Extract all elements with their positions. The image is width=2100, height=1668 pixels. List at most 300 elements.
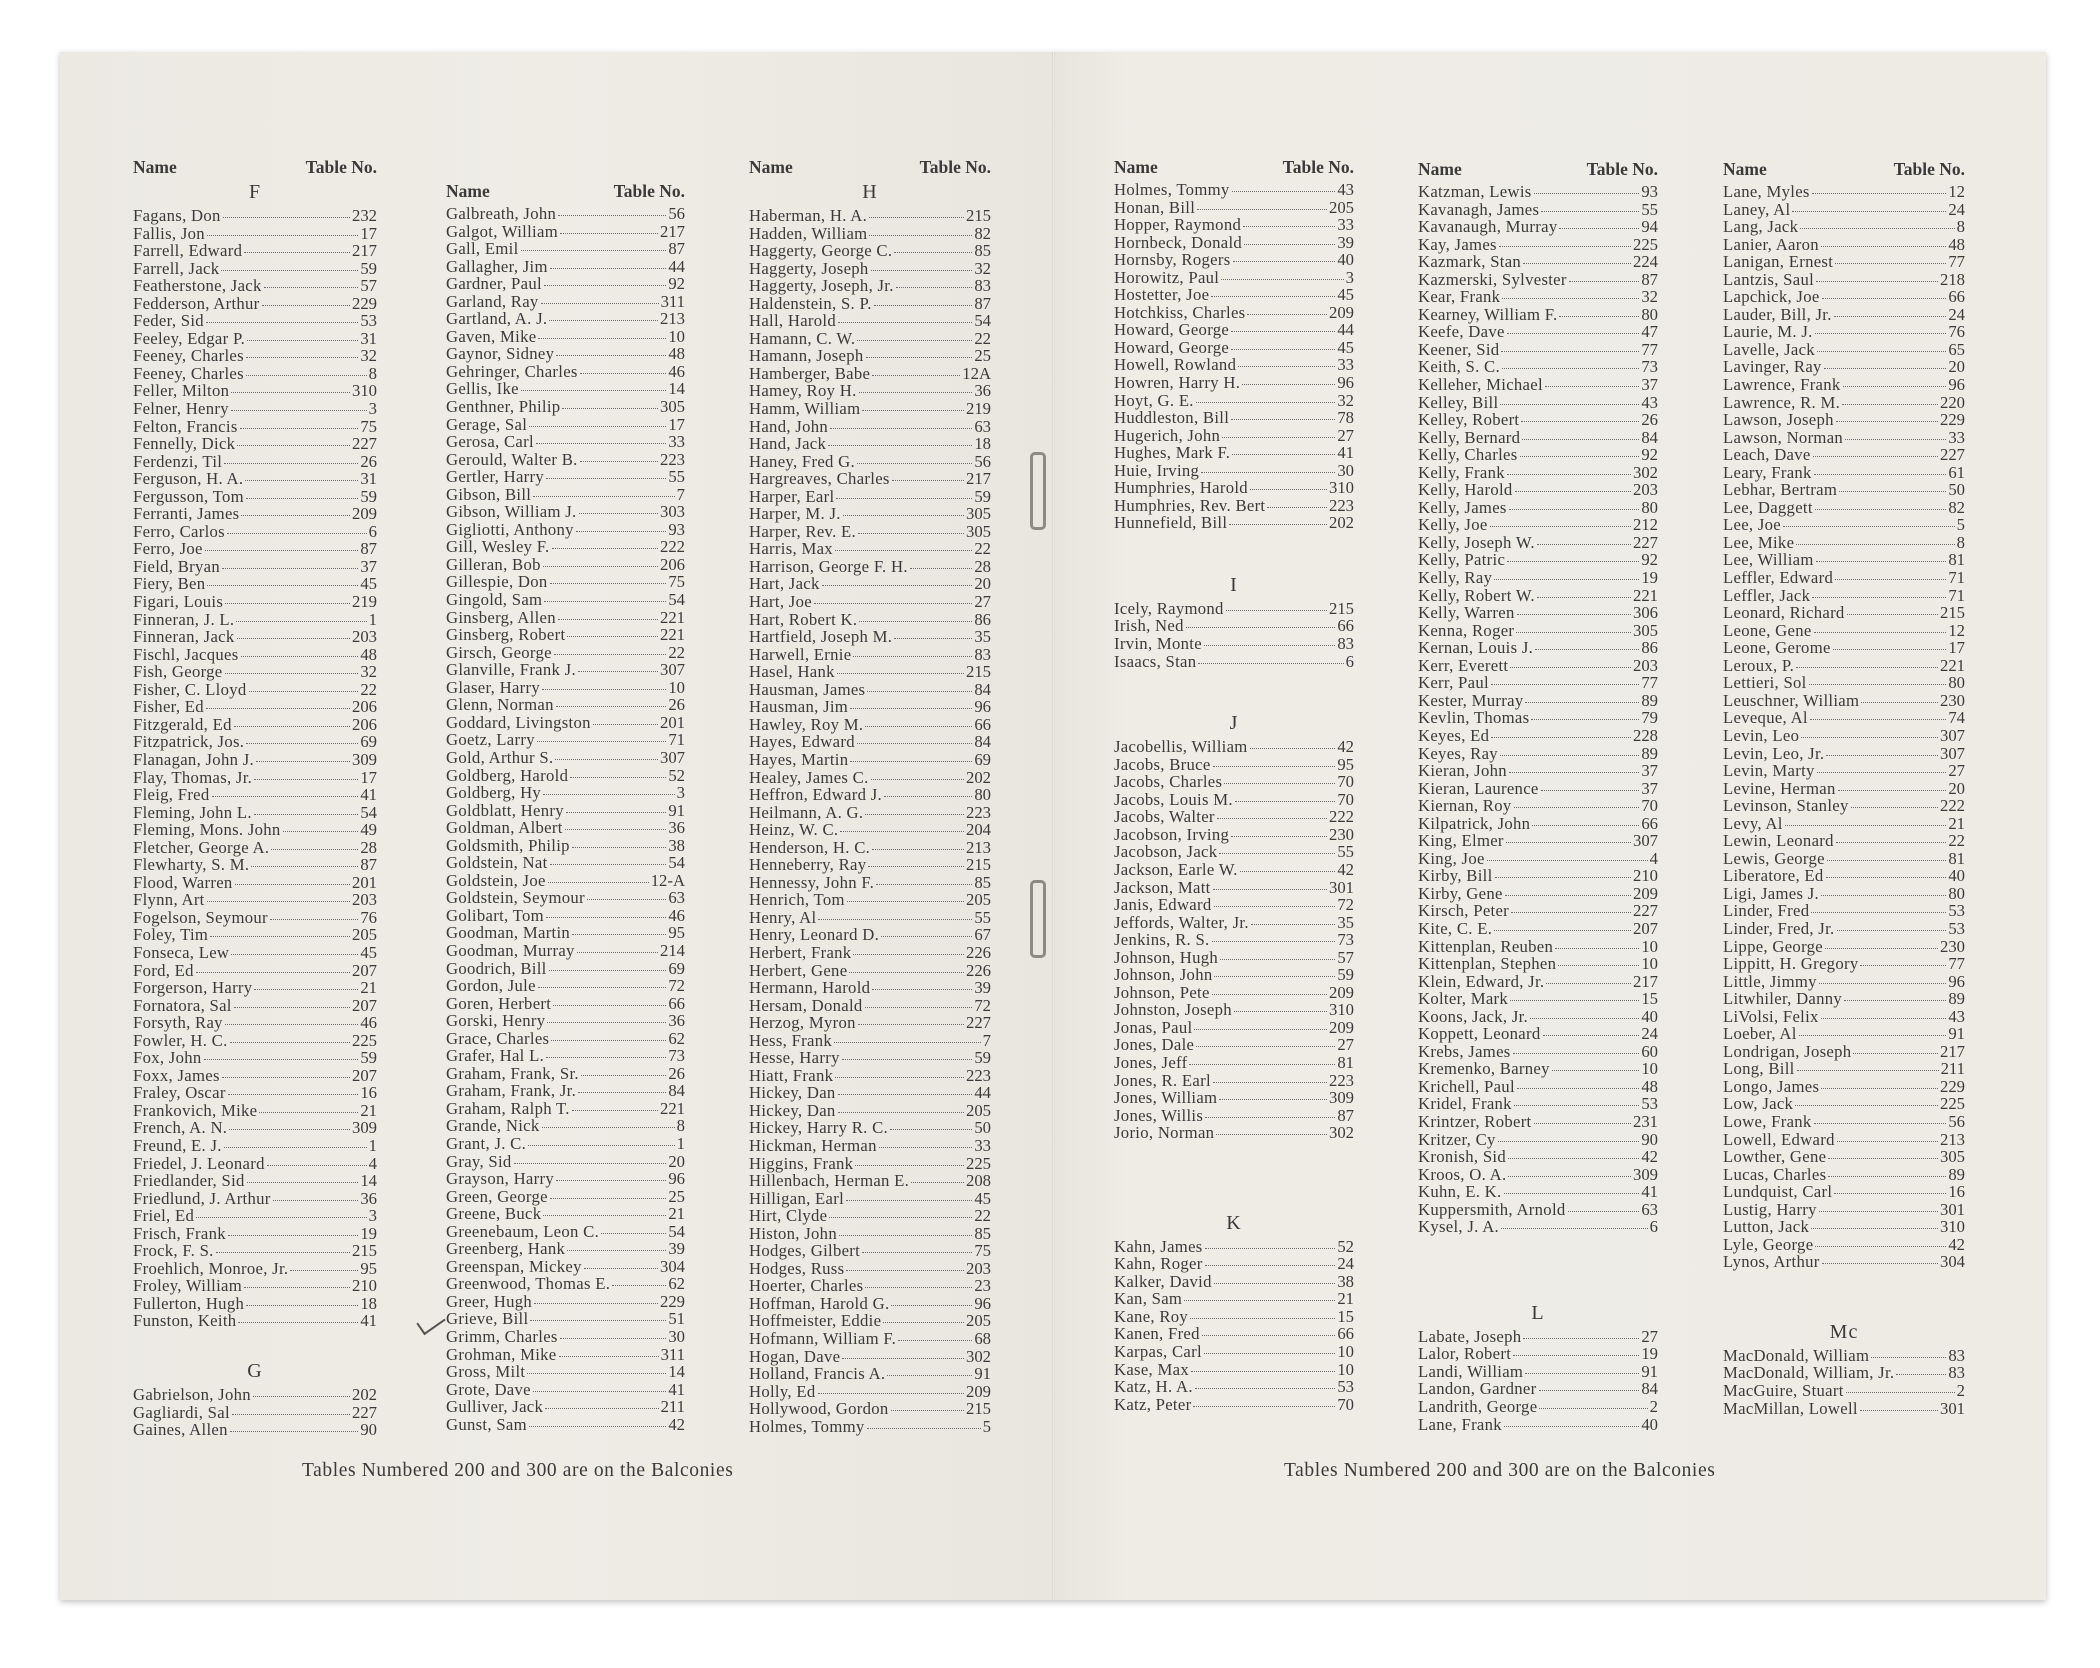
- table-number: 213: [659, 309, 685, 329]
- guest-name: Kilpatrick, John: [1418, 813, 1531, 833]
- table-number: 46: [668, 361, 685, 381]
- dot-leader: [1834, 316, 1947, 317]
- guest-row: [133, 400, 377, 418]
- dot-leader: [253, 1396, 350, 1397]
- guest-row: [1418, 902, 1658, 920]
- table-number: 225: [1632, 234, 1658, 254]
- guest-name: Goren, Herbert: [446, 993, 552, 1013]
- dot-leader: [271, 849, 358, 850]
- guest-name: Honan, Bill: [1114, 197, 1196, 217]
- guest-row: [749, 1207, 991, 1225]
- dot-leader: [1216, 1134, 1327, 1135]
- guest-row: [1723, 1131, 1965, 1149]
- dot-leader: [579, 513, 658, 514]
- table-number: 54: [668, 590, 685, 610]
- dot-leader: [246, 357, 358, 358]
- dot-leader: [865, 1007, 973, 1008]
- guest-name: Ferguson, H. A.: [133, 469, 244, 489]
- guest-row: [446, 854, 685, 872]
- dot-leader: [894, 252, 972, 253]
- table-number: 67: [974, 925, 991, 945]
- table-number: 40: [1337, 250, 1354, 270]
- guest-row: [1723, 499, 1965, 517]
- dot-leader: [247, 340, 358, 341]
- guest-row: [1418, 1328, 1658, 1346]
- column-6: [1723, 159, 1965, 1417]
- guest-name: Ferro, Carlos: [133, 521, 225, 541]
- guest-name: Hess, Frank: [749, 1030, 833, 1050]
- guest-row: [1114, 1273, 1354, 1291]
- table-number: 62: [668, 1274, 685, 1294]
- table-number: 10: [1337, 1359, 1354, 1379]
- guest-row: [1418, 1095, 1658, 1113]
- guest-name: Loeber, Al: [1723, 1024, 1797, 1044]
- guest-row: [1114, 966, 1354, 984]
- table-number: 209: [351, 504, 377, 524]
- dot-leader: [867, 1428, 981, 1429]
- guest-row: [133, 839, 377, 857]
- guest-row: [133, 1119, 377, 1137]
- guest-row: [446, 1346, 685, 1364]
- guest-row: [1418, 885, 1658, 903]
- dot-leader: [566, 812, 666, 813]
- table-number: 31: [360, 469, 377, 489]
- guest-row: [1418, 201, 1658, 219]
- guest-name: Karpas, Carl: [1114, 1341, 1202, 1361]
- guest-row: [446, 942, 685, 960]
- dot-leader: [858, 1024, 964, 1025]
- guest-name: Greene, Buck: [446, 1204, 542, 1224]
- guest-row: [446, 591, 685, 609]
- guest-name: Laurie, M. J.: [1723, 322, 1813, 342]
- guest-row: [133, 733, 377, 751]
- dot-leader: [206, 708, 350, 709]
- dot-leader: [1555, 948, 1639, 949]
- dot-leader: [1495, 877, 1631, 878]
- dot-leader: [1812, 193, 1947, 194]
- guest-name: Jones, Dale: [1114, 1035, 1195, 1055]
- guest-name: Hirt, Clyde: [749, 1206, 828, 1226]
- dot-leader: [544, 285, 666, 286]
- dot-leader: [236, 621, 366, 622]
- table-number: 221: [659, 1098, 685, 1118]
- table-number: 203: [351, 627, 377, 647]
- guest-row: [446, 521, 685, 539]
- table-number: 85: [974, 1223, 991, 1243]
- table-number: 208: [965, 1171, 991, 1191]
- table-number: 38: [1337, 1271, 1354, 1291]
- table-number: 45: [360, 574, 377, 594]
- guest-name: Klein, Edward, Jr.: [1418, 971, 1545, 991]
- guest-row: [749, 962, 991, 980]
- guest-row: [1418, 569, 1658, 587]
- table-number: 93: [1641, 182, 1658, 201]
- guest-name: Leveque, Al: [1723, 708, 1808, 728]
- dot-leader: [230, 1431, 359, 1432]
- table-number: 24: [1948, 304, 1965, 324]
- table-number: 42: [1337, 859, 1354, 879]
- guest-row: [133, 1172, 377, 1190]
- dot-leader: [1491, 737, 1631, 738]
- section-letter: K: [1226, 1211, 1242, 1234]
- guest-row: [133, 944, 377, 962]
- guest-row: [133, 225, 377, 243]
- guest-name: MacGuire, Stuart: [1723, 1381, 1844, 1400]
- dot-leader: [1838, 790, 1947, 791]
- guest-name: Gray, Sid: [446, 1151, 512, 1171]
- dot-leader: [601, 1233, 666, 1234]
- dot-leader: [894, 638, 972, 639]
- table-number: 21: [1337, 1289, 1354, 1309]
- dot-leader: [1201, 472, 1335, 473]
- guest-name: Grimm, Charles: [446, 1327, 558, 1346]
- guest-name: Herzog, Myron: [749, 1013, 856, 1033]
- dot-leader: [865, 726, 972, 727]
- dot-leader: [1827, 860, 1946, 861]
- table-number: 91: [668, 800, 685, 820]
- guest-name: Hogan, Dave: [749, 1346, 841, 1366]
- guest-row: [1114, 1378, 1354, 1396]
- guest-name: Hausman, James: [749, 679, 866, 699]
- guest-name: Goldberg, Harold: [446, 765, 569, 785]
- guest-row: [1723, 358, 1965, 376]
- guest-row: [1114, 600, 1354, 618]
- guest-name: Flanagan, John J.: [133, 749, 254, 769]
- dot-leader: [541, 303, 659, 304]
- guest-row: [749, 856, 991, 874]
- guest-name: Hornbeck, Donald: [1114, 232, 1243, 252]
- guest-row: [1418, 1113, 1658, 1131]
- table-number: 16: [360, 1083, 377, 1103]
- guest-row: [133, 1102, 377, 1120]
- table-number: 66: [974, 714, 991, 734]
- dot-leader: [1197, 209, 1327, 210]
- dot-leader: [612, 1285, 666, 1286]
- table-number: 90: [360, 1420, 377, 1440]
- guest-row: [1418, 780, 1658, 798]
- dot-leader: [1184, 1300, 1335, 1301]
- dot-leader: [572, 847, 667, 848]
- dot-leader: [1821, 1018, 1947, 1019]
- dot-leader: [1513, 1355, 1639, 1356]
- guest-row: [133, 418, 377, 436]
- guest-name: Gunst, Sam: [446, 1414, 527, 1434]
- guest-name: Leone, Gene: [1723, 620, 1812, 640]
- dot-leader: [273, 1200, 359, 1201]
- table-number: 45: [974, 1188, 991, 1208]
- dot-leader: [1844, 1000, 1946, 1001]
- table-number: 74: [1948, 708, 1965, 728]
- guest-row: [1723, 587, 1965, 605]
- guest-row: [446, 573, 685, 591]
- table-number: 59: [974, 1048, 991, 1068]
- guest-name: Levin, Marty: [1723, 761, 1815, 781]
- guest-row: [1418, 938, 1658, 956]
- dot-leader: [559, 1356, 659, 1357]
- guest-name: Hugerich, John: [1114, 425, 1221, 445]
- guest-name: Fox, John: [133, 1048, 202, 1068]
- dot-leader: [543, 1215, 666, 1216]
- guest-row: [1114, 1107, 1354, 1125]
- dot-leader: [1837, 930, 1947, 931]
- dot-leader: [1796, 544, 1954, 545]
- table-number: 63: [668, 888, 685, 908]
- guest-name: Fedderson, Arthur: [133, 293, 260, 313]
- guest-name: Hickman, Herman: [749, 1135, 877, 1155]
- table-number: 63: [1641, 1199, 1658, 1219]
- dot-leader: [1507, 333, 1640, 334]
- table-number: 21: [668, 1204, 685, 1224]
- guest-name: Lang, Jack: [1723, 217, 1799, 237]
- dot-leader: [1505, 895, 1631, 896]
- dot-leader: [1510, 1000, 1639, 1001]
- table-number: 7: [982, 1030, 991, 1050]
- guest-name: Fleig, Fred: [133, 785, 210, 805]
- guest-row: [446, 1416, 685, 1434]
- dot-leader: [1799, 1035, 1947, 1036]
- table-number: 32: [974, 258, 991, 278]
- guest-row: [1114, 738, 1354, 756]
- dot-leader: [872, 849, 964, 850]
- guest-name: Hennessy, John F.: [749, 872, 875, 892]
- table-number: 21: [360, 978, 377, 998]
- guest-name: Ligi, James J.: [1723, 883, 1819, 903]
- dot-leader: [1539, 1408, 1647, 1409]
- dot-leader: [205, 550, 359, 551]
- dot-leader: [1240, 871, 1336, 872]
- guest-name: Gulliver, Jack: [446, 1397, 544, 1417]
- table-number: 209: [1632, 883, 1658, 903]
- guest-name: Kelly, James: [1418, 497, 1507, 517]
- table-number: 90: [1641, 1129, 1658, 1149]
- guest-row: [133, 1032, 377, 1050]
- table-number: 87: [360, 539, 377, 559]
- guest-row: [1114, 826, 1354, 844]
- guest-row: [446, 328, 685, 346]
- dot-leader: [1525, 702, 1639, 703]
- guest-row: [1114, 321, 1354, 339]
- guest-row: [749, 1400, 991, 1418]
- dot-leader: [846, 1200, 972, 1201]
- guest-name: Kuhn, E. K.: [1418, 1182, 1502, 1202]
- table-number: 22: [1948, 831, 1965, 851]
- dot-leader: [212, 796, 359, 797]
- table-number: 48: [1641, 1076, 1658, 1096]
- dot-leader: [1559, 316, 1639, 317]
- guest-name: Keyes, Ed: [1418, 725, 1490, 745]
- table-number: 310: [351, 381, 377, 401]
- dot-leader: [1212, 941, 1336, 942]
- dot-leader: [1220, 959, 1335, 960]
- guest-name: Gallagher, Jim: [446, 256, 548, 276]
- guest-row: [1418, 499, 1658, 517]
- table-number: 48: [668, 344, 685, 364]
- guest-name: Hadden, William: [749, 223, 868, 243]
- table-number: 309: [1632, 1164, 1658, 1184]
- guest-row: [749, 821, 991, 839]
- guest-name: Kelly, Patric: [1418, 550, 1506, 570]
- guest-row: [1723, 376, 1965, 394]
- dot-leader: [1836, 421, 1938, 422]
- guest-name: Krebs, James: [1418, 1041, 1511, 1061]
- guest-name: Healey, James C.: [749, 767, 869, 787]
- guest-name: Jacobs, Louis M.: [1114, 789, 1233, 809]
- guest-row: [133, 663, 377, 681]
- dot-leader: [1816, 561, 1947, 562]
- table-number: 55: [668, 467, 685, 487]
- dot-leader: [858, 533, 964, 534]
- guest-row: [1723, 464, 1965, 482]
- staple-top: [1030, 452, 1046, 530]
- table-number: 50: [1948, 480, 1965, 500]
- guest-row: [133, 1404, 377, 1422]
- guest-row: [1114, 304, 1354, 322]
- guest-name: Goldberg, Hy: [446, 783, 542, 803]
- dot-leader: [1517, 614, 1631, 615]
- dot-leader: [1783, 526, 1955, 527]
- dot-leader: [551, 1040, 666, 1041]
- dot-leader: [216, 1252, 350, 1253]
- dot-leader: [847, 901, 964, 902]
- dot-leader: [241, 656, 359, 657]
- table-number: 31: [360, 328, 377, 348]
- table-number: 77: [1948, 252, 1965, 272]
- table-number: 73: [1641, 357, 1658, 377]
- letter-block: [1723, 183, 1965, 1271]
- dot-leader: [572, 1110, 658, 1111]
- guest-row: [1114, 635, 1354, 653]
- dot-leader: [567, 636, 658, 637]
- dot-leader: [556, 706, 667, 707]
- letter-block: [1418, 1302, 1658, 1433]
- dot-leader: [1843, 386, 1947, 387]
- guest-name: Hillenbach, Herman E.: [749, 1171, 910, 1191]
- guest-row: [749, 453, 991, 471]
- table-number: 55: [974, 907, 991, 927]
- guest-name: Haggerty, Joseph: [749, 258, 869, 278]
- guest-name: Kuppersmith, Arnold: [1418, 1199, 1566, 1219]
- guest-name: Heilmann, A. G.: [749, 802, 864, 822]
- table-number: 46: [360, 1013, 377, 1033]
- guest-row: [446, 714, 685, 732]
- table-number: 205: [351, 925, 377, 945]
- table-number: 32: [1641, 287, 1658, 307]
- guest-name: Landrith, George: [1418, 1397, 1538, 1416]
- guest-row: [133, 260, 377, 278]
- dot-leader: [536, 443, 666, 444]
- guest-row: [133, 769, 377, 787]
- guest-row: [446, 398, 685, 416]
- dot-leader: [1853, 1053, 1938, 1054]
- guest-row: [133, 575, 377, 593]
- table-number: 201: [659, 712, 685, 732]
- dot-leader: [549, 320, 658, 321]
- table-number: 2: [1649, 1397, 1658, 1416]
- guest-row: [133, 1207, 377, 1225]
- guest-row: [1114, 1054, 1354, 1072]
- table-number: 303: [659, 502, 685, 522]
- guest-row: [1723, 394, 1965, 412]
- table-number: 96: [1948, 375, 1965, 395]
- dot-leader: [228, 1235, 358, 1236]
- dot-leader: [891, 1305, 972, 1306]
- guest-row: [1114, 216, 1354, 234]
- table-number: 22: [974, 1206, 991, 1226]
- guest-name: Lee, Mike: [1723, 532, 1795, 552]
- table-number: 24: [1948, 199, 1965, 219]
- table-number: 305: [1939, 1147, 1965, 1167]
- dot-leader: [1509, 509, 1640, 510]
- table-number: 202: [965, 767, 991, 787]
- guest-row: [1723, 955, 1965, 973]
- guest-row: [133, 1137, 377, 1155]
- dot-leader: [818, 1393, 964, 1394]
- guest-name: Kirsch, Peter: [1418, 901, 1510, 921]
- dot-leader: [1242, 384, 1335, 385]
- guest-name: Lawrence, R. M.: [1723, 392, 1841, 412]
- dot-leader: [1813, 456, 1938, 457]
- dot-leader: [890, 1129, 972, 1130]
- table-number: 210: [1632, 866, 1658, 886]
- guest-name: Kelly, Charles: [1418, 445, 1518, 465]
- guest-name: Low, Jack: [1723, 1094, 1794, 1114]
- table-number: 205: [965, 1100, 991, 1120]
- guest-name: Froehlich, Monroe, Jr.: [133, 1258, 289, 1278]
- guest-name: Hoffmeister, Eddie: [749, 1311, 882, 1331]
- guest-row: [749, 1383, 991, 1401]
- dot-leader: [1231, 836, 1327, 837]
- guest-row: [749, 382, 991, 400]
- table-number: 6: [1649, 1217, 1658, 1237]
- dot-leader: [1244, 244, 1335, 245]
- guest-name: Leach, Dave: [1723, 445, 1811, 465]
- dot-leader: [867, 691, 972, 692]
- guest-name: MacMillan, Lowell: [1723, 1398, 1858, 1418]
- guest-name: Featherstone, Jack: [133, 276, 262, 296]
- guest-name: Leroux, P.: [1723, 655, 1795, 675]
- guest-name: Glenn, Norman: [446, 695, 554, 715]
- guest-row: [446, 977, 685, 995]
- guest-row: [1418, 464, 1658, 482]
- dot-leader: [558, 215, 666, 216]
- dot-leader: [222, 568, 358, 569]
- table-number: 92: [1641, 445, 1658, 465]
- dot-leader: [1796, 667, 1938, 668]
- table-number: 215: [965, 206, 991, 225]
- guest-name: Kieran, John: [1418, 761, 1507, 781]
- table-number: 23: [974, 1276, 991, 1296]
- guest-name: Kenna, Roger: [1418, 620, 1515, 640]
- guest-row: [1723, 183, 1965, 201]
- dot-leader: [529, 426, 666, 427]
- guest-name: Foley, Tim: [133, 925, 209, 945]
- guest-name: Goetz, Larry: [446, 730, 535, 750]
- guest-name: Garland, Ray: [446, 291, 539, 311]
- dot-leader: [207, 235, 358, 236]
- section-letter: F: [248, 181, 262, 203]
- guest-row: [446, 960, 685, 978]
- guest-row: [1114, 808, 1354, 826]
- dot-leader: [246, 375, 367, 376]
- table-number: 27: [1337, 1035, 1354, 1055]
- table-number: 26: [360, 451, 377, 471]
- dot-leader: [874, 305, 973, 306]
- dot-leader: [549, 970, 667, 971]
- guest-row: [1723, 218, 1965, 236]
- dot-leader: [1211, 296, 1335, 297]
- staple-bottom: [1030, 880, 1046, 958]
- guest-row: [133, 856, 377, 874]
